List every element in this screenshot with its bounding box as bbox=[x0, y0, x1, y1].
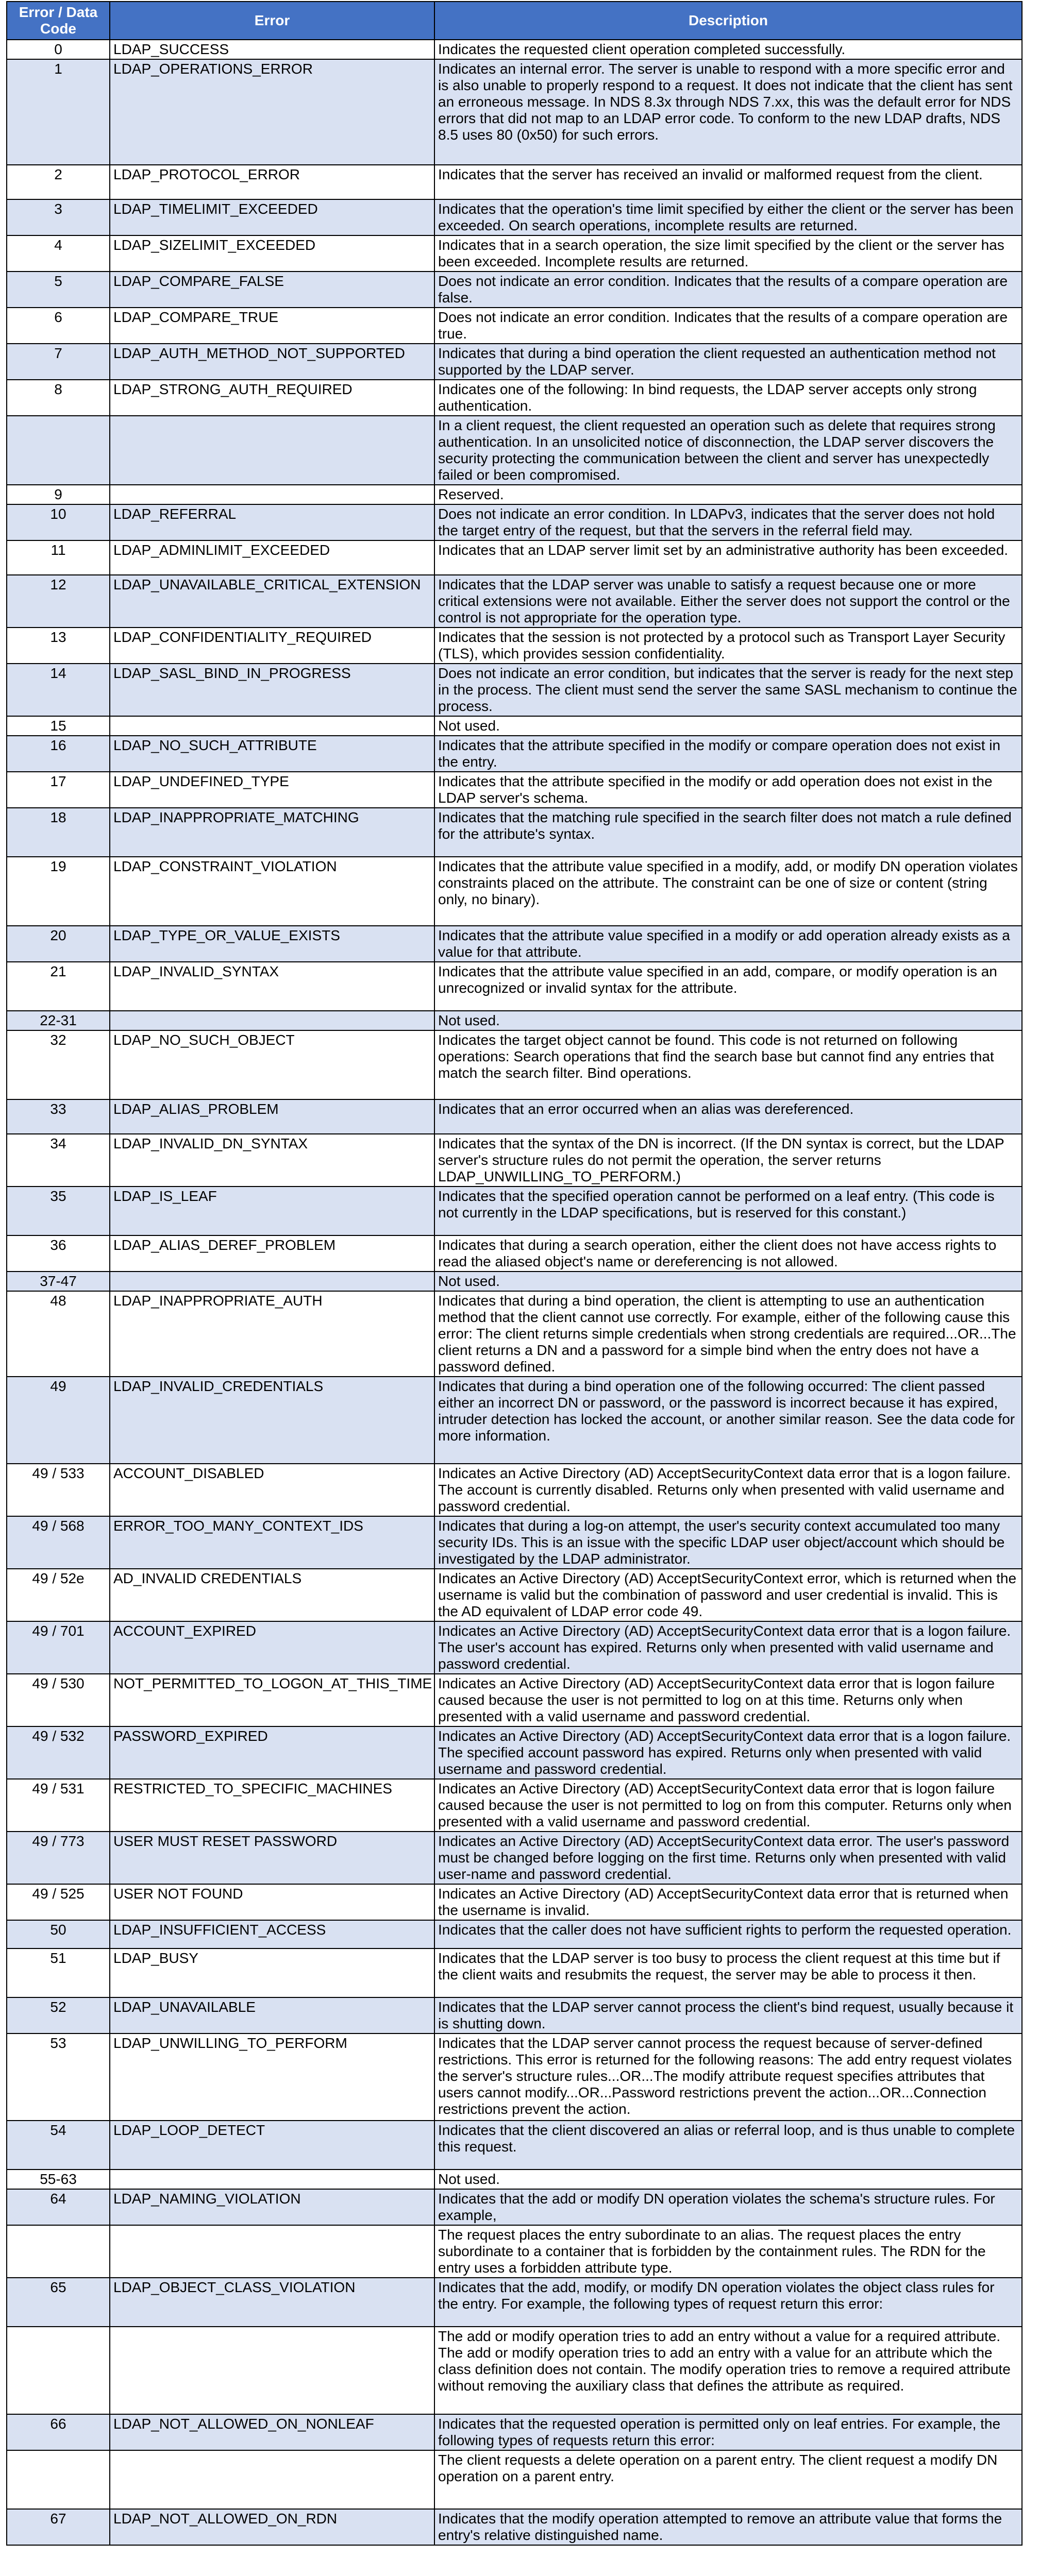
cell-description: Indicates that the LDAP server cannot process the request because of server-defined restrictions. This error is returned for the following reasons: The add entry request violates the server's structure rules...OR...The modify attribute request specifies attributes that users cannot modify...OR...Password restrictions prevent the action...OR...Connection restrictions prevent the action. bbox=[434, 2033, 1022, 2121]
table-row bbox=[7, 1779, 1022, 1832]
cell-description: Indicates an Active Directory (AD) AcceptSecurityContext data error that is logon failure caused because the user is not permitted to log on from this computer. Returns only when presented with a valid username and password credential. bbox=[434, 1779, 1022, 1832]
cell-error-name: LDAP_COMPARE_TRUE bbox=[110, 308, 434, 344]
cell-error-name: LDAP_NO_SUCH_OBJECT bbox=[110, 1030, 434, 1099]
ldap-error-code-table bbox=[6, 1, 1023, 2546]
cell-error-code: 11 bbox=[7, 540, 110, 575]
cell-error-code: 20 bbox=[7, 926, 110, 962]
cell-error-name: LDAP_COMPARE_FALSE bbox=[110, 272, 434, 308]
table-row bbox=[7, 716, 1022, 736]
cell-error-name: LDAP_IS_LEAF bbox=[110, 1187, 434, 1235]
cell-error-code: 9 bbox=[7, 485, 110, 504]
cell-error-code: 53 bbox=[7, 2033, 110, 2121]
table-row bbox=[7, 2033, 1022, 2121]
cell-error-name: RESTRICTED_TO_SPECIFIC_MACHINES bbox=[110, 1779, 434, 1832]
table-row bbox=[7, 1030, 1022, 1099]
cell-error-code: 2 bbox=[7, 165, 110, 199]
cell-description: Indicates that the LDAP server is too busy to process the client request at this time but if the client waits and resubmits the request, the server may be able to process it then. bbox=[434, 1948, 1022, 1997]
cell-description: Does not indicate an error condition, but indicates that the server is ready for the next step in the process. The client must send the server the same SASL mechanism to continue the process. bbox=[434, 664, 1022, 716]
cell-description: Does not indicate an error condition. In LDAPv3, indicates that the server does not hold the target entry of the request, but that the servers in the referral field may. bbox=[434, 504, 1022, 540]
cell-error-name: LDAP_INAPPROPRIATE_AUTH bbox=[110, 1291, 434, 1377]
header-error-data-code: Error / Data Code bbox=[7, 2, 110, 40]
cell-description: Indicates that an LDAP server limit set by an administrative authority has been exceeded. bbox=[434, 540, 1022, 575]
cell-description: Indicates that during a bind operation the client requested an authentication method not supported by the LDAP server. bbox=[434, 344, 1022, 380]
cell-description: The request places the entry subordinate to an alias. The request places the entry subordinate to a container that is forbidden by the containment rules. The RDN for the entry uses a forbidden attribute type. bbox=[434, 2225, 1022, 2278]
cell-description: The client requests a delete operation on a parent entry. The client request a modify DN operation on a parent entry. bbox=[434, 2450, 1022, 2509]
cell-error-name: LDAP_NO_SUCH_ATTRIBUTE bbox=[110, 736, 434, 772]
cell-description: Indicates an Active Directory (AD) AcceptSecurityContext data error that is returned when the username is invalid. bbox=[434, 1884, 1022, 1920]
cell-error-name: LDAP_SASL_BIND_IN_PROGRESS bbox=[110, 664, 434, 716]
cell-description: Indicates that the LDAP server cannot process the client's bind request, usually because it is shutting down. bbox=[434, 1997, 1022, 2033]
cell-description: Indicates that the attribute value specified in an add, compare, or modify operation is an unrecognized or invalid syntax for the attribute. bbox=[434, 962, 1022, 1011]
cell-error-code: 51 bbox=[7, 1948, 110, 1997]
cell-error-code: 21 bbox=[7, 962, 110, 1011]
table-row bbox=[7, 1621, 1022, 1674]
cell-error-code: 4 bbox=[7, 235, 110, 272]
cell-description: Indicates that in a search operation, the size limit specified by the client or the server has been exceeded. Incomplete results are returned. bbox=[434, 235, 1022, 272]
cell-error-code: 16 bbox=[7, 736, 110, 772]
cell-error-code: 48 bbox=[7, 1291, 110, 1377]
table-row bbox=[7, 1516, 1022, 1569]
cell-error-name: LDAP_ALIAS_PROBLEM bbox=[110, 1099, 434, 1134]
table-row bbox=[7, 664, 1022, 716]
table-row bbox=[7, 40, 1022, 59]
table-row bbox=[7, 1920, 1022, 1948]
cell-description: Indicates that the operation's time limit specified by either the client or the server has been exceeded. On search operations, incomplete results are returned. bbox=[434, 199, 1022, 235]
table-row bbox=[7, 1884, 1022, 1920]
cell-description: Not used. bbox=[434, 2170, 1022, 2189]
cell-error-code: 49 / 568 bbox=[7, 1516, 110, 1569]
cell-description: Indicates that the syntax of the DN is incorrect. (If the DN syntax is correct, but the LDAP server's structure rules do not permit the operation, the server returns LDAP_UNWILLING_TO_PERFORM.) bbox=[434, 1134, 1022, 1187]
cell-description: Indicates that the client discovered an alias or referral loop, and is thus unable to complete this request. bbox=[434, 2121, 1022, 2170]
cell-error-code: 37-47 bbox=[7, 1272, 110, 1291]
cell-error-name: LDAP_INSUFFICIENT_ACCESS bbox=[110, 1920, 434, 1948]
cell-error-code: 49 / 701 bbox=[7, 1621, 110, 1674]
cell-error-name: AD_INVALID CREDENTIALS bbox=[110, 1569, 434, 1621]
cell-description: Indicates that during a bind operation one of the following occurred: The client passed either an incorrect DN or password, or the password is incorrect because it has expired, intruder detection has locked the account, or another similar reason. See the data code for more information. bbox=[434, 1377, 1022, 1464]
cell-description: Indicates that the add or modify DN operation violates the schema's structure rules. For example, bbox=[434, 2189, 1022, 2225]
cell-error-name: ACCOUNT_EXPIRED bbox=[110, 1621, 434, 1674]
cell-description: In a client request, the client requested an operation such as delete that requires strong authentication. In an unsolicited notice of disconnection, the LDAP server discovers the security protecting the communication between the client and server has unexpectedly failed or been compromised. bbox=[434, 416, 1022, 485]
cell-error-name: LDAP_NAMING_VIOLATION bbox=[110, 2189, 434, 2225]
cell-description: Indicates an Active Directory (AD) AcceptSecurityContext data error that is a logon failure. The specified account password has expired. Returns only when presented with valid username and password credential. bbox=[434, 1726, 1022, 1779]
cell-error-code: 3 bbox=[7, 199, 110, 235]
cell-description: Indicates that during a log-on attempt, the user's security context accumulated too many security IDs. This is an issue with the specific LDAP user object/account which should be investigated by the LDAP administrator. bbox=[434, 1516, 1022, 1569]
cell-error-name: LDAP_CONSTRAINT_VIOLATION bbox=[110, 857, 434, 926]
cell-error-code: 17 bbox=[7, 772, 110, 808]
cell-error-code: 35 bbox=[7, 1187, 110, 1235]
table-row bbox=[7, 1291, 1022, 1377]
cell-error-code bbox=[7, 416, 110, 485]
cell-error-code bbox=[7, 2327, 110, 2414]
table-row bbox=[7, 2509, 1022, 2545]
cell-description: Indicates the requested client operation completed successfully. bbox=[434, 40, 1022, 59]
cell-error-name: LDAP_INAPPROPRIATE_MATCHING bbox=[110, 808, 434, 857]
cell-error-name: LDAP_TIMELIMIT_EXCEEDED bbox=[110, 199, 434, 235]
table-row bbox=[7, 2121, 1022, 2170]
cell-error-name: NOT_PERMITTED_TO_LOGON_AT_THIS_TIME bbox=[110, 1674, 434, 1726]
cell-error-code: 49 / 52e bbox=[7, 1569, 110, 1621]
table-row bbox=[7, 344, 1022, 380]
cell-description: Reserved. bbox=[434, 485, 1022, 504]
cell-error-name bbox=[110, 716, 434, 736]
cell-error-code: 18 bbox=[7, 808, 110, 857]
table-row bbox=[7, 1726, 1022, 1779]
cell-error-name: LDAP_INVALID_DN_SYNTAX bbox=[110, 1134, 434, 1187]
table-row bbox=[7, 199, 1022, 235]
cell-error-name: LDAP_CONFIDENTIALITY_REQUIRED bbox=[110, 628, 434, 664]
table-row bbox=[7, 2327, 1022, 2414]
table-row bbox=[7, 772, 1022, 808]
table-row bbox=[7, 1235, 1022, 1272]
table-row bbox=[7, 808, 1022, 857]
table-row bbox=[7, 1377, 1022, 1464]
table-row bbox=[7, 1674, 1022, 1726]
cell-description: Indicates that the matching rule specified in the search filter does not match a rule defined for the attribute's syntax. bbox=[434, 808, 1022, 857]
cell-error-name: USER MUST RESET PASSWORD bbox=[110, 1832, 434, 1884]
table-row bbox=[7, 416, 1022, 485]
table-row bbox=[7, 1011, 1022, 1030]
cell-description: Indicates that the add, modify, or modify DN operation violates the object class rules for the entry. For example, the following types of request return this error: bbox=[434, 2278, 1022, 2327]
cell-error-name: LDAP_REFERRAL bbox=[110, 504, 434, 540]
table-row bbox=[7, 308, 1022, 344]
cell-description: Indicates that the attribute specified in the modify or add operation does not exist in the LDAP server's schema. bbox=[434, 772, 1022, 808]
cell-error-code: 34 bbox=[7, 1134, 110, 1187]
table-row bbox=[7, 380, 1022, 416]
cell-error-code: 8 bbox=[7, 380, 110, 416]
cell-error-name: LDAP_SUCCESS bbox=[110, 40, 434, 59]
cell-error-name: LDAP_UNAVAILABLE bbox=[110, 1997, 434, 2033]
cell-error-code: 14 bbox=[7, 664, 110, 716]
table-row bbox=[7, 2189, 1022, 2225]
cell-description: Indicates that the LDAP server was unable to satisfy a request because one or more critical extensions were not available. Either the server does not support the control or the control is not appropriate for the operation type. bbox=[434, 575, 1022, 628]
cell-error-code: 33 bbox=[7, 1099, 110, 1134]
table-row bbox=[7, 272, 1022, 308]
cell-error-name: LDAP_BUSY bbox=[110, 1948, 434, 1997]
cell-description: Does not indicate an error condition. Indicates that the results of a compare operation are true. bbox=[434, 308, 1022, 344]
cell-error-code: 55-63 bbox=[7, 2170, 110, 2189]
cell-error-code: 1 bbox=[7, 59, 110, 165]
cell-error-name: LDAP_UNDEFINED_TYPE bbox=[110, 772, 434, 808]
table-row bbox=[7, 857, 1022, 926]
cell-description: Indicates that the server has received an invalid or malformed request from the client. bbox=[434, 165, 1022, 199]
cell-error-code: 49 / 532 bbox=[7, 1726, 110, 1779]
cell-description: Indicates that the specified operation cannot be performed on a leaf entry. (This code is not currently in the LDAP specifications, but is reserved for this constant.) bbox=[434, 1187, 1022, 1235]
table-row bbox=[7, 1832, 1022, 1884]
table-row bbox=[7, 2278, 1022, 2327]
cell-error-name: LDAP_PROTOCOL_ERROR bbox=[110, 165, 434, 199]
cell-error-name: LDAP_NOT_ALLOWED_ON_RDN bbox=[110, 2509, 434, 2545]
cell-error-name bbox=[110, 485, 434, 504]
cell-description: Indicates an Active Directory (AD) AcceptSecurityContext data error that is a logon failure. The account is currently disabled. Returns only when presented with valid username and password credential. bbox=[434, 1464, 1022, 1516]
table-row bbox=[7, 1099, 1022, 1134]
cell-error-name: LDAP_TYPE_OR_VALUE_EXISTS bbox=[110, 926, 434, 962]
cell-error-code: 64 bbox=[7, 2189, 110, 2225]
cell-error-name: ERROR_TOO_MANY_CONTEXT_IDS bbox=[110, 1516, 434, 1569]
cell-error-code bbox=[7, 2225, 110, 2278]
cell-error-code: 5 bbox=[7, 272, 110, 308]
table-row bbox=[7, 504, 1022, 540]
cell-error-name bbox=[110, 2170, 434, 2189]
cell-error-code: 15 bbox=[7, 716, 110, 736]
cell-error-code: 6 bbox=[7, 308, 110, 344]
cell-error-name bbox=[110, 416, 434, 485]
cell-error-code: 12 bbox=[7, 575, 110, 628]
table-row bbox=[7, 628, 1022, 664]
cell-error-code: 65 bbox=[7, 2278, 110, 2327]
table-row bbox=[7, 2414, 1022, 2450]
cell-error-code bbox=[7, 2450, 110, 2509]
cell-error-code: 52 bbox=[7, 1997, 110, 2033]
cell-error-code: 7 bbox=[7, 344, 110, 380]
table-row bbox=[7, 2225, 1022, 2278]
cell-description: Not used. bbox=[434, 1011, 1022, 1030]
cell-description: Not used. bbox=[434, 716, 1022, 736]
cell-error-code: 13 bbox=[7, 628, 110, 664]
cell-error-name: LDAP_UNWILLING_TO_PERFORM bbox=[110, 2033, 434, 2121]
table-row bbox=[7, 1569, 1022, 1621]
cell-error-name: ACCOUNT_DISABLED bbox=[110, 1464, 434, 1516]
cell-description: Not used. bbox=[434, 1272, 1022, 1291]
cell-error-code: 49 / 525 bbox=[7, 1884, 110, 1920]
cell-error-name: LDAP_ALIAS_DEREF_PROBLEM bbox=[110, 1235, 434, 1272]
table-row bbox=[7, 165, 1022, 199]
cell-error-code: 67 bbox=[7, 2509, 110, 2545]
cell-error-name bbox=[110, 2450, 434, 2509]
cell-error-name: LDAP_OPERATIONS_ERROR bbox=[110, 59, 434, 165]
table-row bbox=[7, 1134, 1022, 1187]
table-row bbox=[7, 1948, 1022, 1997]
cell-error-code: 50 bbox=[7, 1920, 110, 1948]
cell-error-code: 10 bbox=[7, 504, 110, 540]
cell-description: Indicates that the caller does not have sufficient rights to perform the requested operation. bbox=[434, 1920, 1022, 1948]
cell-description: Indicates an Active Directory (AD) AcceptSecurityContext data error that is logon failure caused because the user is not permitted to log on at this time. Returns only when presented with a valid username and password credential. bbox=[434, 1674, 1022, 1726]
cell-description: Indicates the target object cannot be found. This code is not returned on following operations: Search operations that find the search base but cannot find any entries that match the search filter. Bind operations. bbox=[434, 1030, 1022, 1099]
cell-error-code: 49 / 773 bbox=[7, 1832, 110, 1884]
cell-description: Indicates that the attribute specified in the modify or compare operation does not exist in the entry. bbox=[434, 736, 1022, 772]
table-row bbox=[7, 2170, 1022, 2189]
cell-error-code: 0 bbox=[7, 40, 110, 59]
cell-description: Indicates an Active Directory (AD) AcceptSecurityContext error, which is returned when the username is valid but the combination of password and user credential is invalid. This is the AD equivalent of LDAP error code 49. bbox=[434, 1569, 1022, 1621]
cell-description: Indicates an internal error. The server is unable to respond with a more specific error and is also unable to properly respond to a request. It does not indicate that the client has sent an erroneous message. In NDS 8.3x through NDS 7.xx, this was the default error for NDS errors that did not map to an LDAP error code. To conform to the new LDAP drafts, NDS 8.5 uses 80 (0x50) for such errors. bbox=[434, 59, 1022, 165]
cell-error-name: PASSWORD_EXPIRED bbox=[110, 1726, 434, 1779]
cell-error-code: 36 bbox=[7, 1235, 110, 1272]
cell-description: Indicates an Active Directory (AD) AcceptSecurityContext data error that is a logon failure. The user's account has expired. Returns only when presented with valid username and password credential. bbox=[434, 1621, 1022, 1674]
cell-error-name: LDAP_ADMINLIMIT_EXCEEDED bbox=[110, 540, 434, 575]
cell-error-name bbox=[110, 2225, 434, 2278]
cell-error-name: LDAP_LOOP_DETECT bbox=[110, 2121, 434, 2170]
cell-description: Indicates that during a bind operation, the client is attempting to use an authentication method that the client cannot use correctly. For example, either of the following cause this error: The client returns simple credentials when strong credentials are required...OR...The client returns a DN and a password for a simple bind when the entry does not have a password defined. bbox=[434, 1291, 1022, 1377]
table-row bbox=[7, 1272, 1022, 1291]
cell-error-code: 49 / 531 bbox=[7, 1779, 110, 1832]
cell-error-name: LDAP_INVALID_SYNTAX bbox=[110, 962, 434, 1011]
cell-description: Indicates that an error occurred when an alias was dereferenced. bbox=[434, 1099, 1022, 1134]
cell-error-code: 49 / 533 bbox=[7, 1464, 110, 1516]
cell-description: Indicates that the modify operation attempted to remove an attribute value that forms the entry's relative distinguished name. bbox=[434, 2509, 1022, 2545]
cell-error-code: 49 / 530 bbox=[7, 1674, 110, 1726]
cell-error-name: LDAP_INVALID_CREDENTIALS bbox=[110, 1377, 434, 1464]
table-body bbox=[7, 40, 1022, 2545]
cell-error-name bbox=[110, 1272, 434, 1291]
table-header-row bbox=[7, 2, 1022, 40]
table-row bbox=[7, 59, 1022, 165]
table-row bbox=[7, 2450, 1022, 2509]
cell-error-name bbox=[110, 1011, 434, 1030]
cell-error-name: LDAP_STRONG_AUTH_REQUIRED bbox=[110, 380, 434, 416]
cell-error-code: 49 bbox=[7, 1377, 110, 1464]
cell-description: Indicates an Active Directory (AD) AcceptSecurityContext data error. The user's password must be changed before logging on the first time. Returns only when presented with valid user-name and password credential. bbox=[434, 1832, 1022, 1884]
cell-error-code: 22-31 bbox=[7, 1011, 110, 1030]
cell-description: Indicates that the requested operation is permitted only on leaf entries. For example, the following types of requests return this error: bbox=[434, 2414, 1022, 2450]
cell-error-name: LDAP_OBJECT_CLASS_VIOLATION bbox=[110, 2278, 434, 2327]
table-row bbox=[7, 962, 1022, 1011]
table-row bbox=[7, 926, 1022, 962]
cell-description: Indicates that the attribute value specified in a modify or add operation already exists as a value for that attribute. bbox=[434, 926, 1022, 962]
cell-error-name: LDAP_SIZELIMIT_EXCEEDED bbox=[110, 235, 434, 272]
cell-description: Indicates that the session is not protected by a protocol such as Transport Layer Security (TLS), which provides session confidentiality. bbox=[434, 628, 1022, 664]
cell-error-name: LDAP_UNAVAILABLE_CRITICAL_EXTENSION bbox=[110, 575, 434, 628]
cell-error-name: USER NOT FOUND bbox=[110, 1884, 434, 1920]
cell-description: Does not indicate an error condition. Indicates that the results of a compare operation are false. bbox=[434, 272, 1022, 308]
cell-error-code: 66 bbox=[7, 2414, 110, 2450]
cell-description: The add or modify operation tries to add an entry without a value for a required attribute. The add or modify operation tries to add an entry with a value for an attribute which the class definition does not contain. The modify operation tries to remove a required attribute without removing the auxiliary class that defines the attribute as required. bbox=[434, 2327, 1022, 2414]
cell-error-name: LDAP_AUTH_METHOD_NOT_SUPPORTED bbox=[110, 344, 434, 380]
table-row bbox=[7, 1997, 1022, 2033]
cell-description: Indicates that during a search operation, either the client does not have access rights to read the aliased object's name or dereferencing is not allowed. bbox=[434, 1235, 1022, 1272]
cell-error-code: 32 bbox=[7, 1030, 110, 1099]
cell-error-code: 19 bbox=[7, 857, 110, 926]
cell-error-code: 54 bbox=[7, 2121, 110, 2170]
table-row bbox=[7, 575, 1022, 628]
table-row bbox=[7, 1187, 1022, 1235]
table-row bbox=[7, 235, 1022, 272]
table-row bbox=[7, 736, 1022, 772]
cell-description: Indicates one of the following: In bind requests, the LDAP server accepts only strong authentication. bbox=[434, 380, 1022, 416]
table-row bbox=[7, 1464, 1022, 1516]
cell-description: Indicates that the attribute value specified in a modify, add, or modify DN operation violates constraints placed on the attribute. The constraint can be one of size or content (string only, no binary). bbox=[434, 857, 1022, 926]
header-error: Error bbox=[110, 2, 434, 40]
table-row bbox=[7, 540, 1022, 575]
header-description: Description bbox=[434, 2, 1022, 40]
table-row bbox=[7, 485, 1022, 504]
cell-error-name: LDAP_NOT_ALLOWED_ON_NONLEAF bbox=[110, 2414, 434, 2450]
cell-error-name bbox=[110, 2327, 434, 2414]
